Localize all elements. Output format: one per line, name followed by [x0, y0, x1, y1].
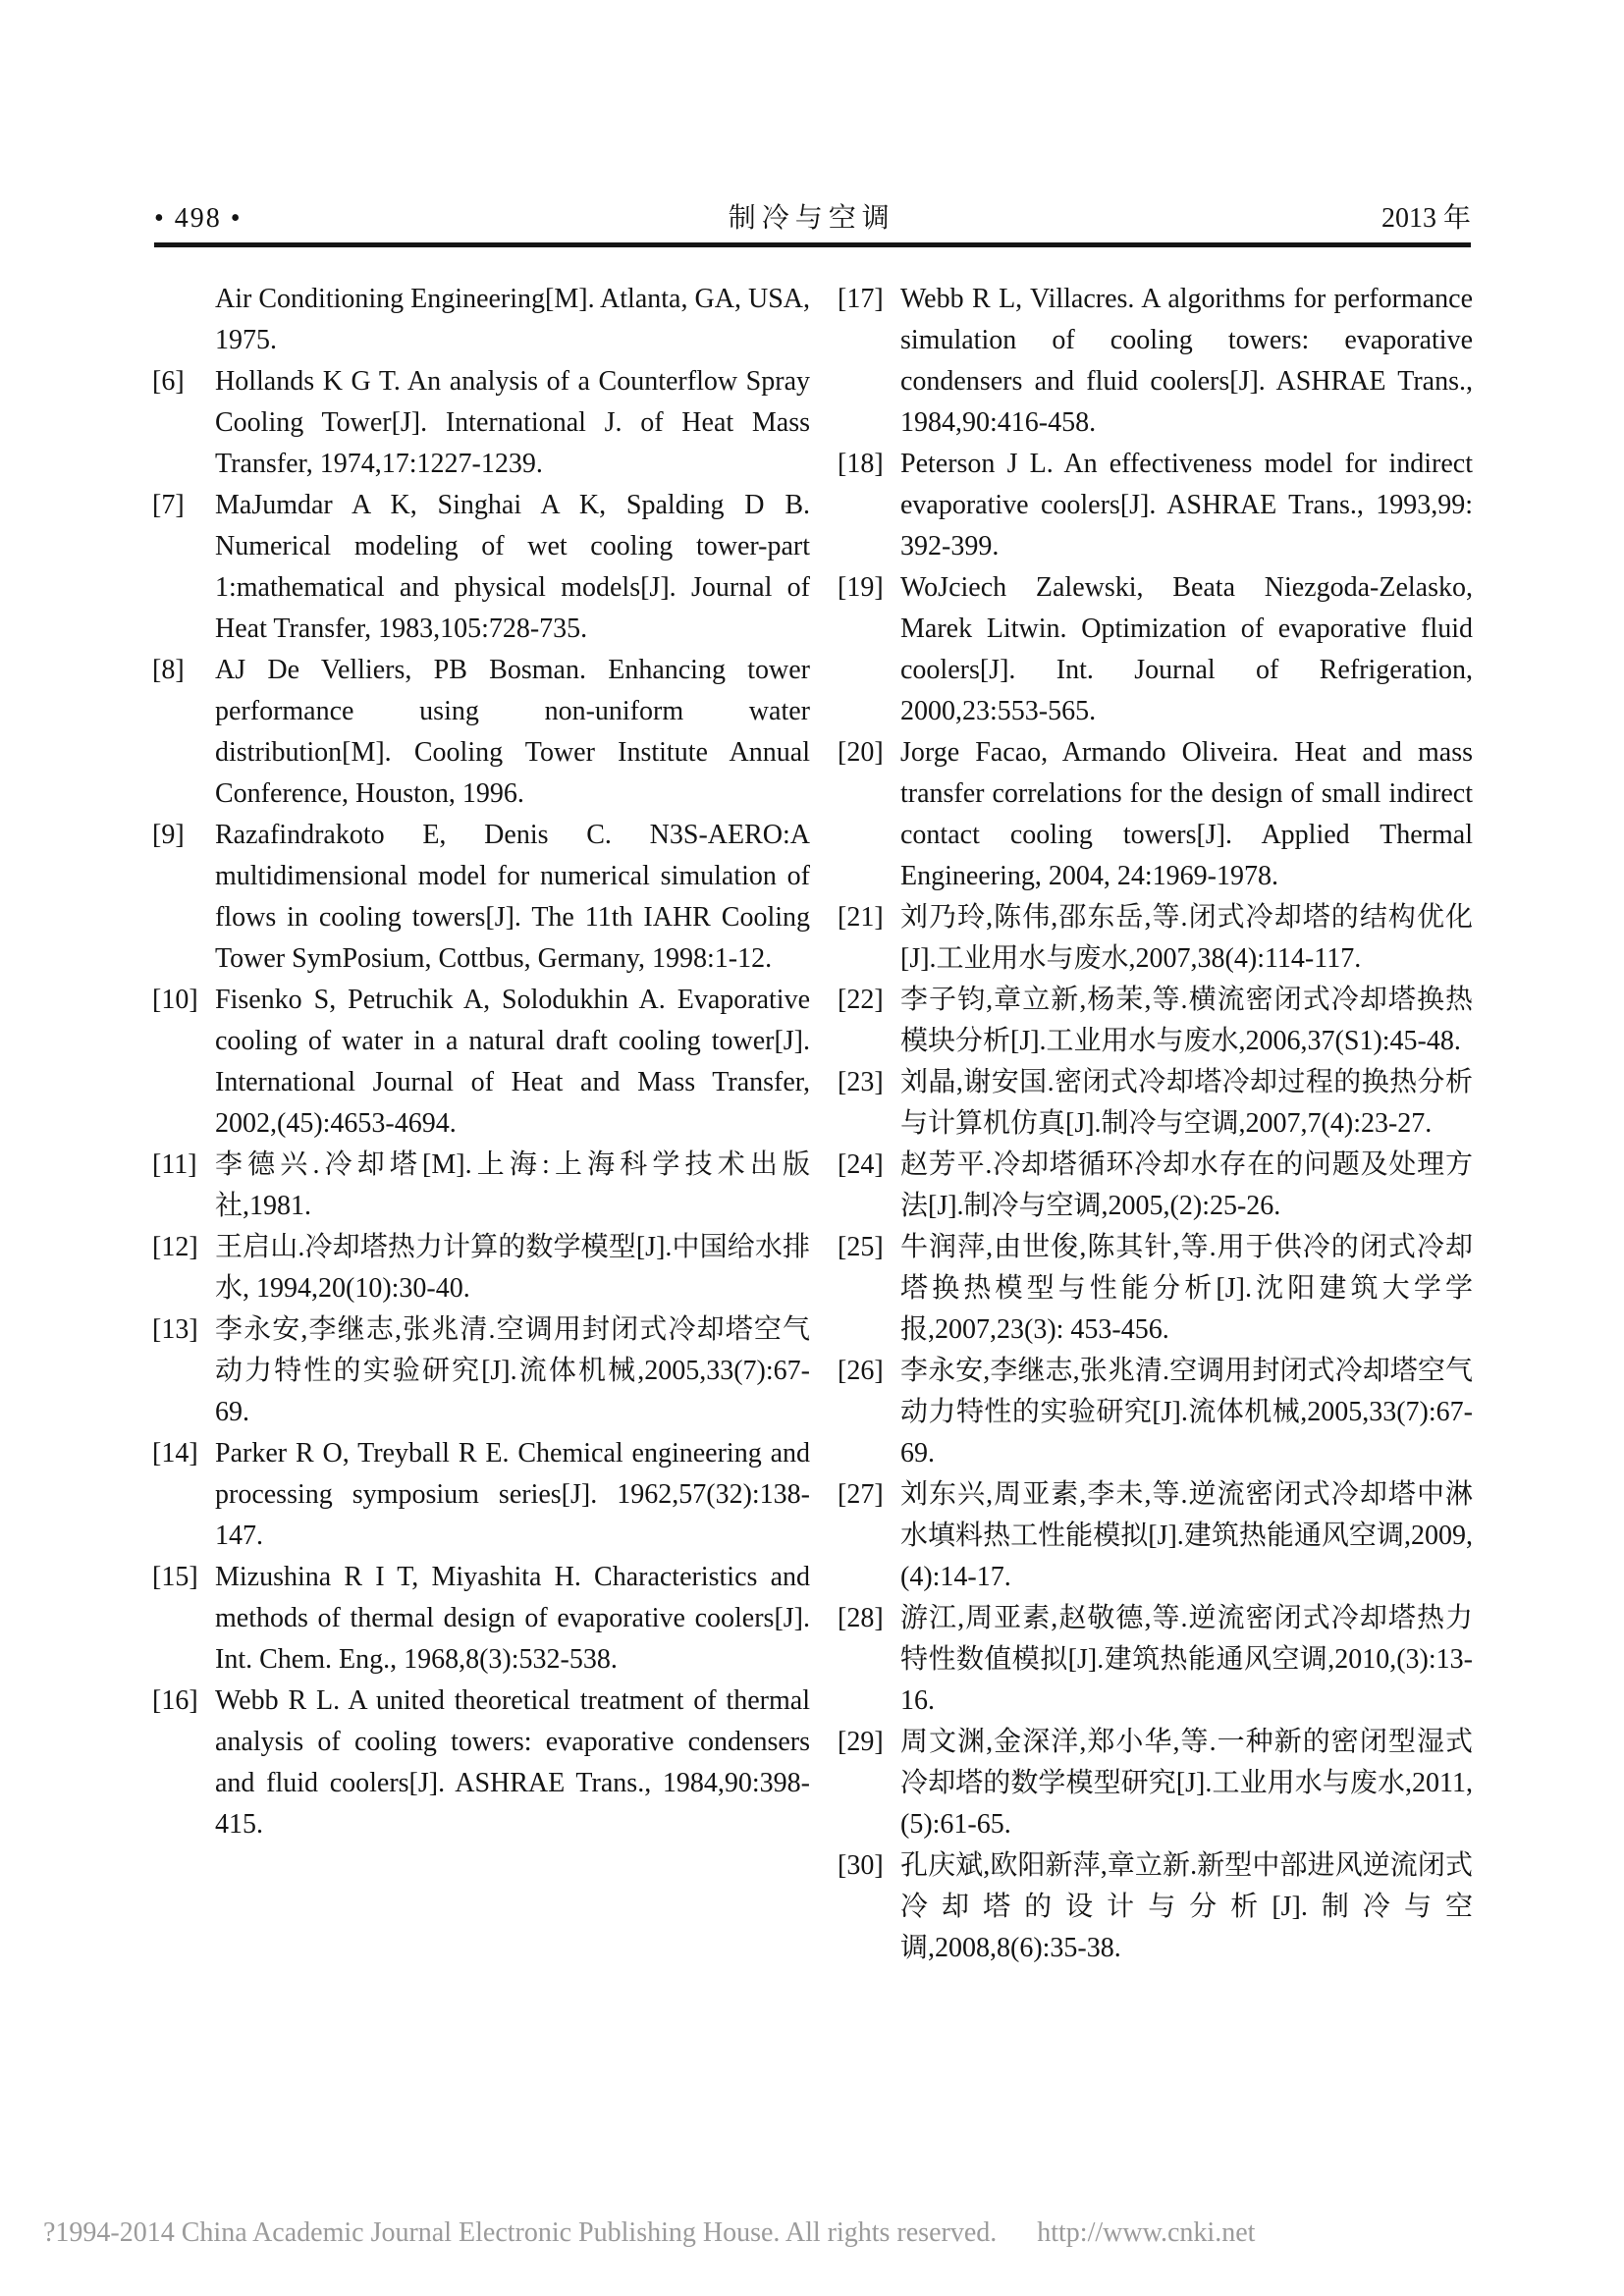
reference-number: [26]: [838, 1356, 884, 1386]
reference-item: [838, 1145, 1473, 1227]
reference-item: [838, 897, 1473, 980]
reference-text: Mizushina R I T, Miyashita H. Characteristics and methods of thermal design of evaporative coolers[J]. Int. Chem. Eng., 1968,8(3):532-538.: [215, 1562, 810, 1675]
reference-item: [152, 1227, 810, 1309]
reference-number: [10]: [152, 985, 198, 1015]
references-section: [152, 279, 1473, 1969]
reference-number: [19]: [838, 572, 884, 603]
reference-item: [838, 732, 1473, 897]
reference-item: [152, 815, 810, 980]
reference-item: [152, 980, 810, 1145]
reference-text: 李子钧,章立新,杨茉,等.横流密闭式冷却塔换热模块分析[J].工业用水与废水,2006,37(S1):45-48.: [900, 985, 1473, 1056]
page-number: • 498 •: [154, 203, 243, 234]
reference-number: [25]: [838, 1232, 884, 1262]
publication-year: 2013 年: [1380, 203, 1471, 234]
reference-text: 李德兴.冷却塔[M].上海:上海科学技术出版社,1981.: [215, 1149, 810, 1221]
reference-item: [152, 1557, 810, 1681]
reference-item: [838, 1845, 1473, 1969]
reference-number: [8]: [152, 655, 185, 685]
reference-text: WoJciech Zalewski, Beata Niezgoda-Zelasko, Marek Litwin. Optimization of evaporative fluid coolers[J]. Int. Journal of Refrigeration, 2000,23:553-565.: [900, 572, 1473, 726]
reference-text: Webb R L. A united theoretical treatment of thermal analysis of cooling towers: evaporative condensers and fluid coolers[J]. ASHRAE Trans., 1984,90:398-415.: [215, 1685, 810, 1840]
reference-text: Webb R L, Villacres. A algorithms for performance simulation of cooling towers: evaporative condensers and fluid coolers[J]. ASHRAE Trans., 1984,90:416-458.: [900, 284, 1473, 438]
reference-item: [152, 1433, 810, 1557]
reference-item: [152, 1145, 810, 1227]
header-divider: [154, 242, 1471, 247]
reference-number: [24]: [838, 1149, 884, 1180]
reference-number: [29]: [838, 1727, 884, 1757]
reference-number: [22]: [838, 985, 884, 1015]
reference-item: [838, 1227, 1473, 1351]
reference-item: [838, 1351, 1473, 1474]
reference-text: Razafindrakoto E, Denis C. N3S-AERO:A multidimensional model for numerical simulation of flows in cooling towers[J]. The 11th IAHR Cooling Tower SymPosium, Cottbus, Germany, 1998:1-12.: [215, 820, 810, 974]
reference-item: [838, 1598, 1473, 1722]
page-footer: [43, 2216, 1255, 2250]
reference-number: [11]: [152, 1149, 197, 1180]
reference-text: Jorge Facao, Armando Oliveira. Heat and mass transfer correlations for the design of small indirect contact cooling towers[J]. Applied Thermal Engineering, 2004, 24:1969-1978.: [900, 737, 1473, 891]
reference-number: [15]: [152, 1562, 198, 1592]
copyright-notice: ?1994-2014 China Academic Journal Electronic Publishing House. All rights reserved.: [43, 2217, 998, 2248]
reference-text: 赵芳平.冷却塔循环冷却水存在的问题及处理方法[J].制冷与空调,2005,(2):25-26.: [900, 1149, 1473, 1221]
running-head: [154, 202, 1471, 236]
journal-title: 制冷与空调: [728, 203, 895, 234]
reference-item: [152, 485, 810, 650]
reference-number: [9]: [152, 820, 185, 850]
reference-number: [23]: [838, 1067, 884, 1097]
reference-text: 刘乃玲,陈伟,邵东岳,等.闭式冷却塔的结构优化[J].工业用水与废水,2007,38(4):114-117.: [900, 902, 1473, 974]
reference-number: [7]: [152, 490, 185, 520]
reference-text: MaJumdar A K, Singhai A K, Spalding D B. Numerical modeling of wet cooling tower-part 1:mathematical and physical models[J]. Journal of Heat Transfer, 1983,105:728-735.: [215, 490, 810, 644]
reference-number: [27]: [838, 1479, 884, 1510]
reference-text: 牛润萍,由世俊,陈其针,等.用于供冷的闭式冷却塔换热模型与性能分析[J].沈阳建筑大学学报,2007,23(3): 453-456.: [900, 1232, 1473, 1345]
reference-item: [152, 1309, 810, 1433]
references-column-right: [838, 279, 1473, 1969]
reference-text: 王启山.冷却塔热力计算的数学模型[J].中国给水排水, 1994,20(10):30-40.: [215, 1232, 810, 1304]
reference-text: 游江,周亚素,赵敬德,等.逆流密闭式冷却塔热力特性数值模拟[J].建筑热能通风空调,2010,(3):13-16.: [900, 1603, 1473, 1716]
reference-text: 周文渊,金深洋,郑小华,等.一种新的密闭型湿式冷却塔的数学模型研究[J].工业用水与废水,2011,(5):61-65.: [900, 1727, 1473, 1840]
reference-text: Air Conditioning Engineering[M]. Atlanta, GA, USA, 1975.: [215, 284, 810, 355]
reference-item: [152, 361, 810, 485]
reference-text: Fisenko S, Petruchik A, Solodukhin A. Evaporative cooling of water in a natural draft cooling tower[J]. International Journal of Heat and Mass Transfer, 2002,(45):4653-4694.: [215, 985, 810, 1139]
reference-text: AJ De Velliers, PB Bosman. Enhancing tower performance using non-uniform water distribution[M]. Cooling Tower Institute Annual Conference, Houston, 1996.: [215, 655, 810, 809]
reference-number: [12]: [152, 1232, 198, 1262]
reference-text: 李永安,李继志,张兆清.空调用封闭式冷却塔空气动力特性的实验研究[J].流体机械,2005,33(7):67-69.: [900, 1356, 1473, 1468]
reference-text: 孔庆斌,欧阳新萍,章立新.新型中部进风逆流闭式冷却塔的设计与分析[J].制冷与空调,2008,8(6):35-38.: [900, 1850, 1473, 1963]
reference-text: Parker R O, Treyball R E. Chemical engineering and processing symposium series[J]. 1962,57(32):138-147.: [215, 1438, 810, 1551]
reference-number: [6]: [152, 366, 185, 397]
publisher-url: http://www.cnki.net: [1037, 2217, 1256, 2248]
reference-item: [152, 1681, 810, 1845]
references-column-left: [152, 279, 810, 1969]
reference-text: Peterson J L. An effectiveness model for indirect evaporative coolers[J]. ASHRAE Trans., 1993,99: 392-399.: [900, 449, 1473, 561]
page-header: [154, 202, 1471, 247]
reference-text: 李永安,李继志,张兆清.空调用封闭式冷却塔空气动力特性的实验研究[J].流体机械,2005,33(7):67-69.: [215, 1314, 810, 1427]
reference-number: [30]: [838, 1850, 884, 1881]
reference-item: [838, 1474, 1473, 1598]
reference-number: [20]: [838, 737, 884, 768]
reference-number: [18]: [838, 449, 884, 479]
reference-item: [152, 279, 810, 361]
reference-number: [16]: [152, 1685, 198, 1716]
reference-number: [28]: [838, 1603, 884, 1633]
reference-item: [152, 650, 810, 815]
reference-number: [13]: [152, 1314, 198, 1345]
reference-item: [838, 567, 1473, 732]
reference-item: [838, 1062, 1473, 1145]
reference-text: 刘晶,谢安国.密闭式冷却塔冷却过程的换热分析与计算机仿真[J].制冷与空调,2007,7(4):23-27.: [900, 1067, 1473, 1139]
reference-number: [14]: [152, 1438, 198, 1468]
reference-text: 刘东兴,周亚素,李未,等.逆流密闭式冷却塔中淋水填料热工性能模拟[J].建筑热能通风空调,2009,(4):14-17.: [900, 1479, 1473, 1592]
reference-text: Hollands K G T. An analysis of a Counterflow Spray Cooling Tower[J]. International J. of Heat Mass Transfer, 1974,17:1227-1239.: [215, 366, 810, 479]
reference-item: [838, 1722, 1473, 1845]
reference-item: [838, 444, 1473, 567]
reference-number: [21]: [838, 902, 884, 933]
reference-item: [838, 279, 1473, 444]
reference-number: [17]: [838, 284, 884, 314]
reference-item: [838, 980, 1473, 1062]
